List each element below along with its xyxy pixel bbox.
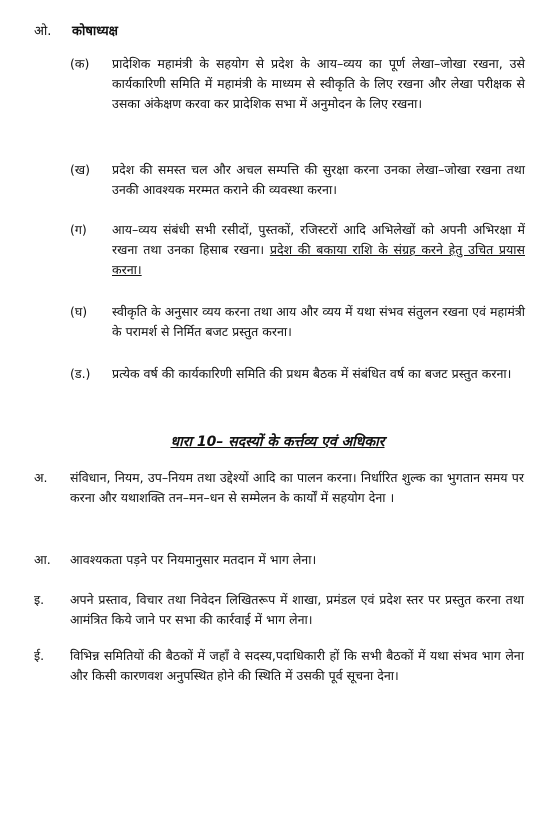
item-marker: (ख) bbox=[70, 162, 90, 177]
section-title-dhara-10: धारा 10– सदस्यों के कर्त्तव्य एवं अधिकार bbox=[170, 434, 385, 450]
treasurer-duty-ga bbox=[70, 220, 525, 280]
item-text-plain: आय–व्यय संबंधी सभी रसीदों, पुस्तकों, रजिस्टरों आदि अभिलेखों को अपनी अभिरक्षा में रखना तथा उनका हिसाब रखना। bbox=[112, 222, 525, 257]
section-heading-treasurer bbox=[34, 22, 118, 42]
item-text: प्रत्येक वर्ष की कार्यकारिणी समिति की प्रथम बैठक में संबंधित वर्ष का बजट प्रस्तुत करना। bbox=[112, 366, 512, 381]
item-text: प्रादेशिक महामंत्री के सहयोग से प्रदेश के आय–व्यय का पूर्ण लेखा–जोखा रखना, उसे कार्यकारिणी समिति में महामंत्री के माध्यम से स्वीकृति के लिए रखना और लेखा परीक्षक से उसका अंकेक्षण करवा कर प्रादेशिक सभा में अनुमोदन के लिए रखना। bbox=[112, 56, 525, 111]
treasurer-duty-gha bbox=[70, 302, 525, 342]
item-text: प्रदेश की समस्त चल और अचल सम्पत्ति की सुरक्षा करना उनका लेखा–जोखा रखना तथा उनकी आवश्यक मरम्मत कराने की व्यवस्था करना। bbox=[112, 162, 525, 197]
item-marker: अ. bbox=[34, 470, 48, 485]
item-marker: (ग) bbox=[70, 222, 87, 237]
item-text: संविधान, नियम, उप–नियम तथा उद्देश्यों आदि का पालन करना। निर्धारित शुल्क का भुगतान समय पर करना और यथाशक्ति तन–मन–धन से सम्मेलन के कार्यों में सहयोग देना । bbox=[70, 470, 524, 505]
item-text: स्वीकृति के अनुसार व्यय करना तथा आय और व्यय में यथा संभव संतुलन रखना एवं महामंत्री के परामर्श से निर्मित बजट प्रस्तुत करना। bbox=[112, 304, 525, 339]
item-text: विभिन्न समितियों की बैठकों में जहाँ वे सदस्य,पदाधिकारी हों कि सभी बैठकों में यथा संभव भाग लेना और किसी कारणवश अनुपस्थित होने की स्थिति में उसकी पूर्व सूचना देना। bbox=[70, 648, 524, 683]
item-marker: (ड.) bbox=[70, 366, 91, 381]
treasurer-duty-ka bbox=[70, 54, 525, 114]
item-marker: इ. bbox=[34, 592, 45, 607]
item-text-underlined: प्रदेश की बकाया राशि के संग्रह करने हेतु उचित प्रयास करना। bbox=[112, 242, 525, 277]
item-marker: (क) bbox=[70, 56, 90, 71]
item-marker: आ. bbox=[34, 552, 51, 567]
treasurer-duty-kha bbox=[70, 160, 525, 200]
item-marker: ई. bbox=[34, 648, 45, 663]
member-duty-aa bbox=[34, 550, 524, 570]
section-title: कोषाध्यक्ष bbox=[72, 24, 118, 39]
member-duty-a bbox=[34, 468, 524, 508]
member-duty-ii bbox=[34, 646, 524, 686]
item-text bbox=[112, 220, 525, 280]
member-duty-i bbox=[34, 590, 524, 630]
item-text: आवश्यकता पड़ने पर नियमानुसार मतदान में भाग लेना। bbox=[70, 552, 317, 567]
section-marker: ओ. bbox=[34, 24, 52, 39]
item-text: अपने प्रस्ताव, विचार तथा निवेदन लिखितरूप में शाखा, प्रमंडल एवं प्रदेश स्तर पर प्रस्तुत करना तथा आमंत्रित किये जाने पर सभा की कार्रवाई में भाग लेना। bbox=[70, 592, 524, 627]
item-marker: (घ) bbox=[70, 304, 88, 319]
treasurer-duty-nga bbox=[70, 364, 525, 384]
